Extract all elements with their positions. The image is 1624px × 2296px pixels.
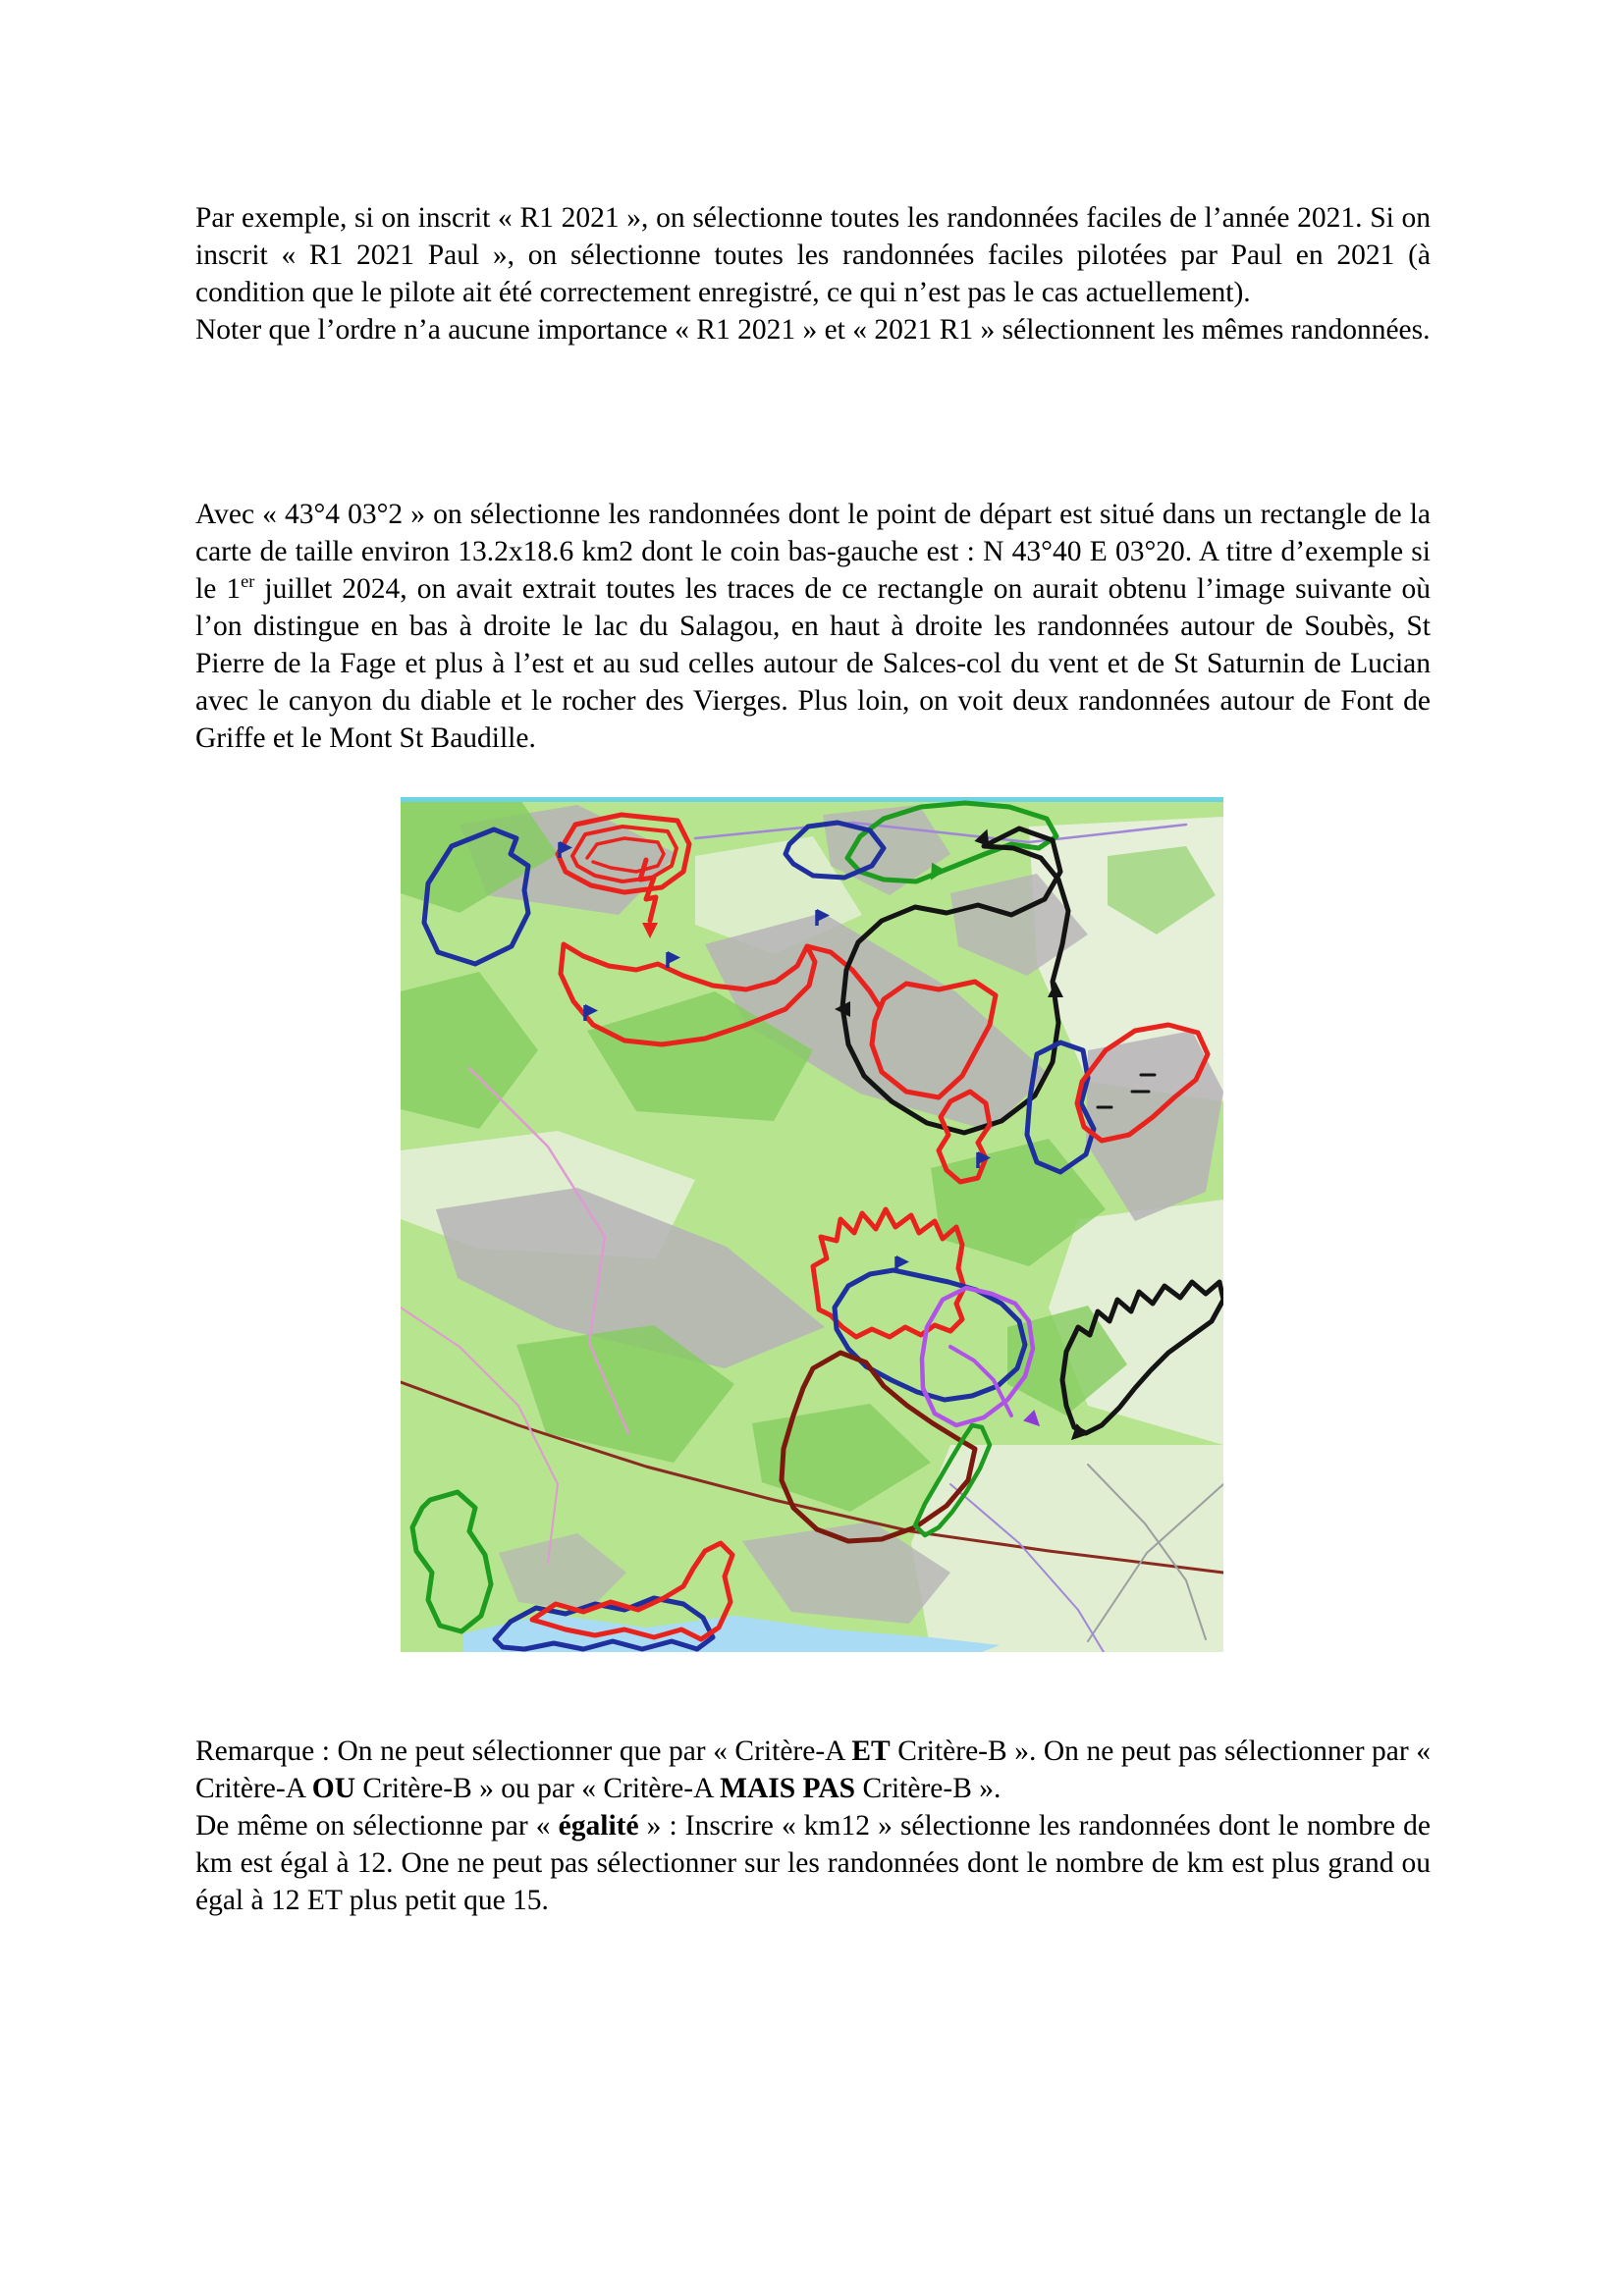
map-image — [401, 797, 1223, 1652]
paragraph: Remarque : On ne peut sélectionner que par « Critère-A ET Critère-B ». On ne peut pas sélectionner par « Critère-A OU Critère-B » ou par « Critère-A MAIS PAS Critère-B ». — [195, 1735, 1431, 1804]
paragraph: Noter que l’ordre n’a aucune importance « R1 2021 » et « 2021 R1 » sélectionnent les mêmes randonnées. — [195, 314, 1431, 346]
map-svg — [401, 797, 1223, 1652]
paragraph: De même on sélectionne par « égalité » : Inscrire « km12 » sélectionne les randonnées dont le nombre de km est égal à 12. One ne peut pas sélectionner sur les randonnées dont le nombre de km est plus grand ou égal à 12 ET plus petit que 15. — [195, 1810, 1431, 1916]
map-top-cyan-border — [401, 797, 1223, 802]
paragraph-block-bottom — [195, 1733, 1431, 1919]
paragraph: Par exemple, si on inscrit « R1 2021 », on sélectionne toutes les randonnées faciles de l’année 2021. Si on inscrit « R1 2021 Paul », on sélectionne toutes les randonnées faciles pilotées par Paul en 2021 (à condition que le pilote ait été correctement enregistré, ce qui n’est pas le cas actuellement). — [195, 202, 1431, 308]
terrain-patch-plain-se — [911, 1445, 1223, 1652]
paragraph: Avec « 43°4 03°2 » on sélectionne les randonnées dont le point de départ est situé dans un rectangle de la carte de taille environ 13.2x18.6 km2 dont le coin bas-gauche est : N 43°40 E 03°20. A titre d’exemple si le 1er juillet 2024, on avait extrait toutes les traces de ce rectangle on aurait obtenu l’image suivante où l’on distingue en bas à droite le lac du Salagou, en haut à droite les randonnées autour de Soubès, St Pierre de la Fage et plus à l’est et au sud celles autour de Salces-col du vent et de St Saturnin de Lucian avec le canyon du diable et le rocher des Vierges. Plus loin, on voit deux randonnées autour de Font de Griffe et le Mont St Baudille. — [195, 499, 1431, 754]
paragraph-block-middle — [195, 496, 1431, 757]
paragraph-block-top — [195, 199, 1431, 348]
